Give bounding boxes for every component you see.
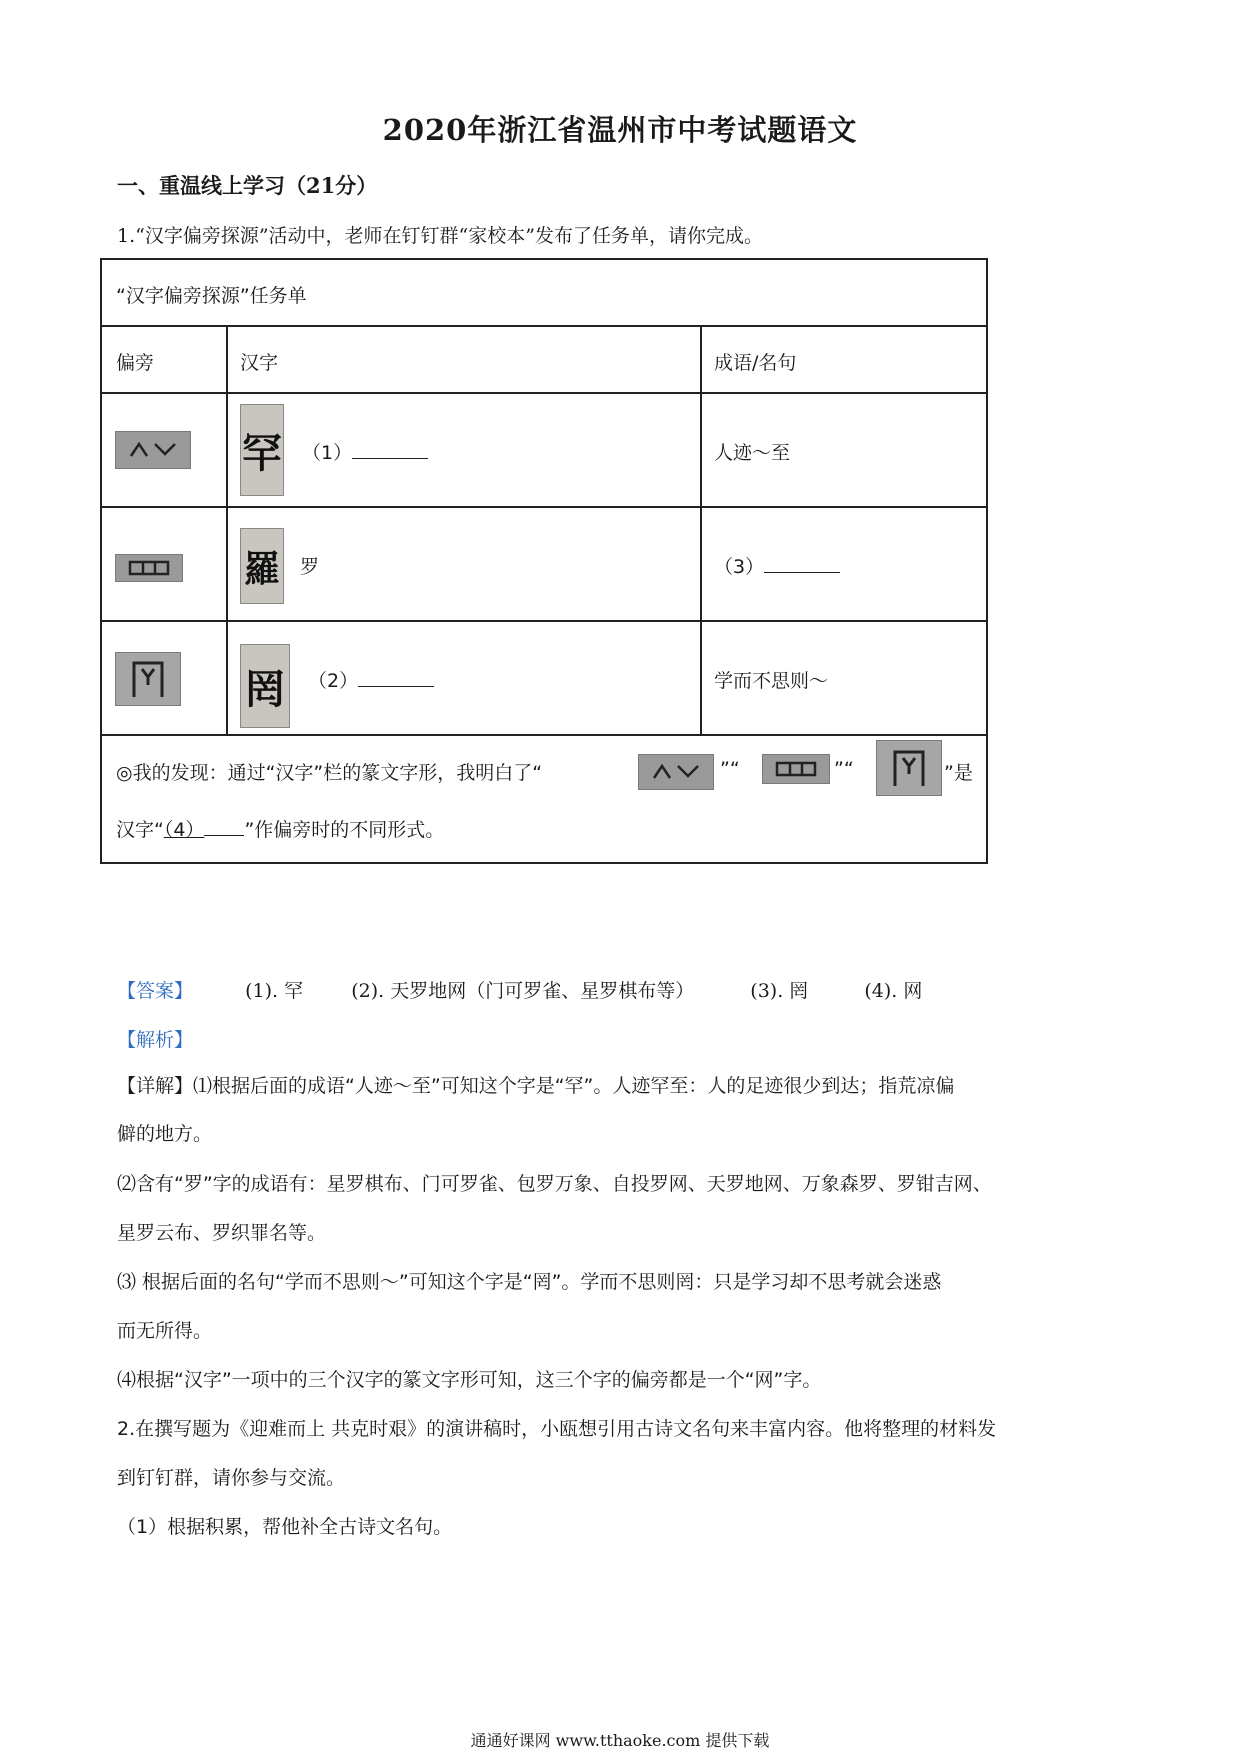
discovery-end: ”是	[944, 762, 973, 784]
answer-line	[117, 976, 922, 1003]
answer-item-2: (2). 天罗地网（门可罗雀、星罗棋布等）	[351, 980, 695, 1002]
seal-image-2: 羅	[240, 528, 284, 604]
page-title: 2020年浙江省温州市中考试题语文	[382, 113, 858, 147]
header-radical: 偏旁	[116, 352, 155, 374]
hanzi-blank-1: （1）	[302, 438, 428, 465]
discovery-sep-1: ”“	[720, 758, 740, 780]
discovery-radical-2	[762, 754, 830, 784]
question-2-line-1: 2.在撰写题为《迎难而上 共克时艰》的演讲稿时，小瓯想引用古诗文名句来丰富内容。他将整理的材料发	[117, 1418, 997, 1440]
question-2-line-2: 到钉钉群，请你参与交流。	[117, 1467, 346, 1489]
analysis-line-4: 星罗云布、罗织罪名等。	[117, 1222, 327, 1244]
question-1-intro: 1.“汉字偏旁探源”活动中，老师在钉钉群“家校本”发布了任务单，请你完成。	[117, 225, 763, 247]
seal-image-1: 罕	[240, 404, 284, 496]
hanzi-2: 罗	[300, 556, 320, 578]
discovery-line-1a: ◎我的发现：通过“汉字”栏的篆文字形，我明白了“	[116, 762, 543, 784]
analysis-line-2: 僻的地方。	[117, 1123, 213, 1145]
analysis-label: 【解析】	[117, 1029, 194, 1051]
idiom-1: 人迹～至	[714, 442, 791, 464]
analysis-line-5: ⑶ 根据后面的名句“学而不思则～”可知这个字是“罔”。学而不思则罔：只是学习却不思考就会迷惑	[117, 1271, 942, 1293]
analysis-line-3: ⑵含有“罗”字的成语有：星罗棋布、门可罗雀、包罗万象、自投罗网、天罗地网、万象森罗、罗钳吉网、	[117, 1173, 992, 1195]
analysis-line-7: ⑷根据“汉字”一项中的三个汉字的篆文字形可知，这三个字的偏旁都是一个“网”字。	[117, 1369, 822, 1391]
answer-item-3: (3). 罔	[750, 980, 809, 1002]
task-table	[100, 258, 988, 864]
discovery-radical-1	[638, 754, 714, 790]
header-idiom: 成语/名句	[714, 352, 797, 374]
radical-image-1	[115, 431, 191, 469]
table-caption: “汉字偏旁探源”任务单	[116, 285, 307, 307]
answer-item-4: (4). 网	[864, 980, 923, 1002]
header-hanzi: 汉字	[240, 352, 279, 374]
footer-text: 通通好课网 www.tthaoke.com 提供下载	[470, 1731, 770, 1750]
radical-image-2	[115, 554, 183, 582]
idiom-3: 学而不思则～	[714, 670, 829, 692]
answer-label: 【答案】	[117, 980, 194, 1002]
discovery-radical-3	[876, 740, 942, 796]
blank-4: （4）	[163, 819, 205, 841]
idiom-blank-3: （3）	[714, 552, 840, 579]
answer-item-1: (1). 罕	[245, 980, 304, 1002]
analysis-line-6: 而无所得。	[117, 1320, 213, 1342]
discovery-sep-2: ”“	[834, 758, 854, 780]
discovery-line-2: 汉字“（4） ”作偏旁时的不同形式。	[116, 819, 445, 841]
hanzi-blank-2: （2）	[308, 666, 434, 693]
section-title: 一、重温线上学习（21分）	[117, 173, 378, 198]
question-2-sub-1: （1）根据积累，帮他补全古诗文名句。	[117, 1516, 453, 1538]
radical-image-3	[115, 652, 181, 706]
seal-image-3: 罔	[240, 644, 290, 728]
analysis-line-1: 【详解】⑴根据后面的成语“人迹～至”可知这个字是“罕”。人迹罕至：人的足迹很少到达；指荒凉偏	[117, 1075, 955, 1097]
